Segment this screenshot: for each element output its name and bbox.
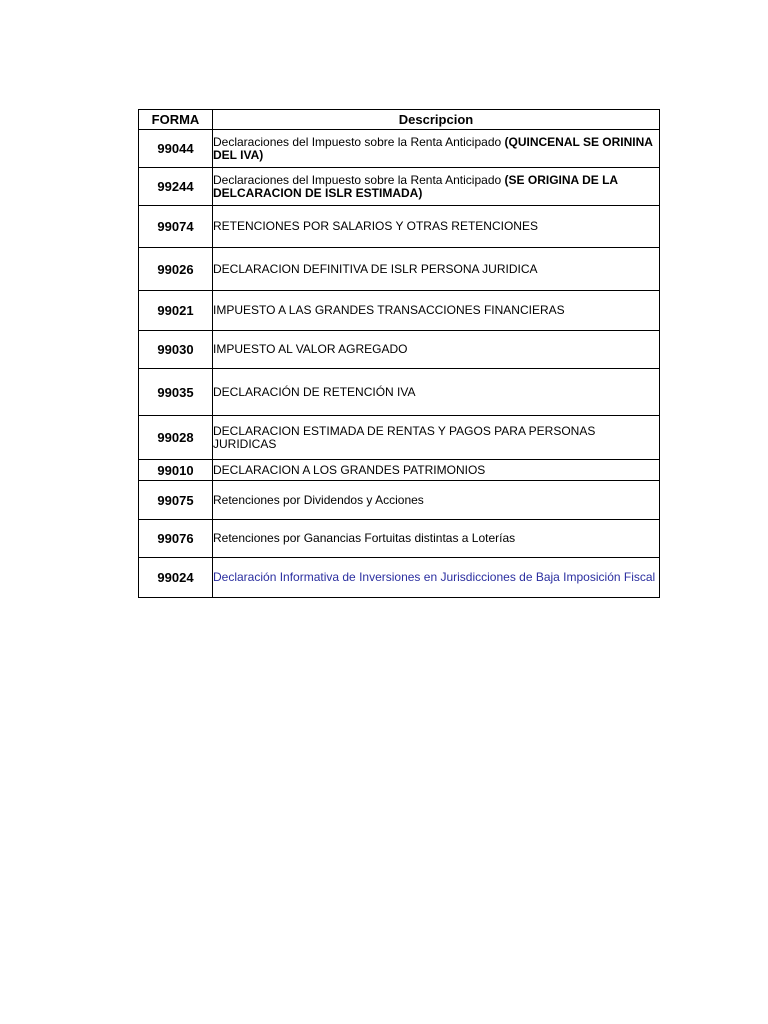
forms-table: [138, 109, 660, 598]
form-code: 99030: [139, 331, 213, 369]
table-row: [139, 369, 660, 416]
form-description: [213, 168, 660, 206]
table-row: [139, 248, 660, 291]
description-emphasis: (QUINCENAL SE ORININA DEL IVA): [213, 134, 653, 162]
form-description: [213, 130, 660, 168]
form-code: 99028: [139, 416, 213, 460]
table-row: [139, 481, 660, 520]
form-code: 99075: [139, 481, 213, 520]
form-code: 99026: [139, 248, 213, 291]
form-description: IMPUESTO A LAS GRANDES TRANSACCIONES FINANCIERAS: [213, 291, 660, 331]
table-row: [139, 460, 660, 481]
form-code: 99021: [139, 291, 213, 331]
form-code: 99010: [139, 460, 213, 481]
description-emphasis: (SE ORIGINA DE LA DELCARACION DE ISLR ESTIMADA): [213, 172, 618, 200]
description-text: Declaraciones del Impuesto sobre la Renta Anticipado: [213, 134, 505, 149]
form-description: DECLARACION A LOS GRANDES PATRIMONIOS: [213, 460, 660, 481]
table-row: [139, 331, 660, 369]
table-row: [139, 558, 660, 598]
table-row: [139, 130, 660, 168]
header-forma: FORMA: [139, 110, 213, 130]
form-code: 99244: [139, 168, 213, 206]
table-row: [139, 206, 660, 248]
form-code: 99074: [139, 206, 213, 248]
form-code: 99035: [139, 369, 213, 416]
table-row: [139, 168, 660, 206]
table-row: [139, 291, 660, 331]
table-row: [139, 520, 660, 558]
table-row: [139, 416, 660, 460]
description-text: Declaraciones del Impuesto sobre la Renta Anticipado: [213, 172, 505, 187]
form-description: RETENCIONES POR SALARIOS Y OTRAS RETENCIONES: [213, 206, 660, 248]
form-description-link[interactable]: Declaración Informativa de Inversiones en Jurisdicciones de Baja Imposición Fiscal: [213, 558, 660, 598]
form-description: IMPUESTO AL VALOR AGREGADO: [213, 331, 660, 369]
form-code: 99076: [139, 520, 213, 558]
form-code: 99044: [139, 130, 213, 168]
form-description: Retenciones por Ganancias Fortuitas distintas a Loterías: [213, 520, 660, 558]
form-description: Retenciones por Dividendos y Acciones: [213, 481, 660, 520]
form-description: DECLARACION DEFINITIVA DE ISLR PERSONA JURIDICA: [213, 248, 660, 291]
form-description: DECLARACIÓN DE RETENCIÓN IVA: [213, 369, 660, 416]
forms-document: [138, 109, 659, 598]
header-descripcion: Descripcion: [213, 110, 660, 130]
table-header-row: [139, 110, 660, 130]
form-code: 99024: [139, 558, 213, 598]
form-description: DECLARACION ESTIMADA DE RENTAS Y PAGOS PARA PERSONAS JURIDICAS: [213, 416, 660, 460]
